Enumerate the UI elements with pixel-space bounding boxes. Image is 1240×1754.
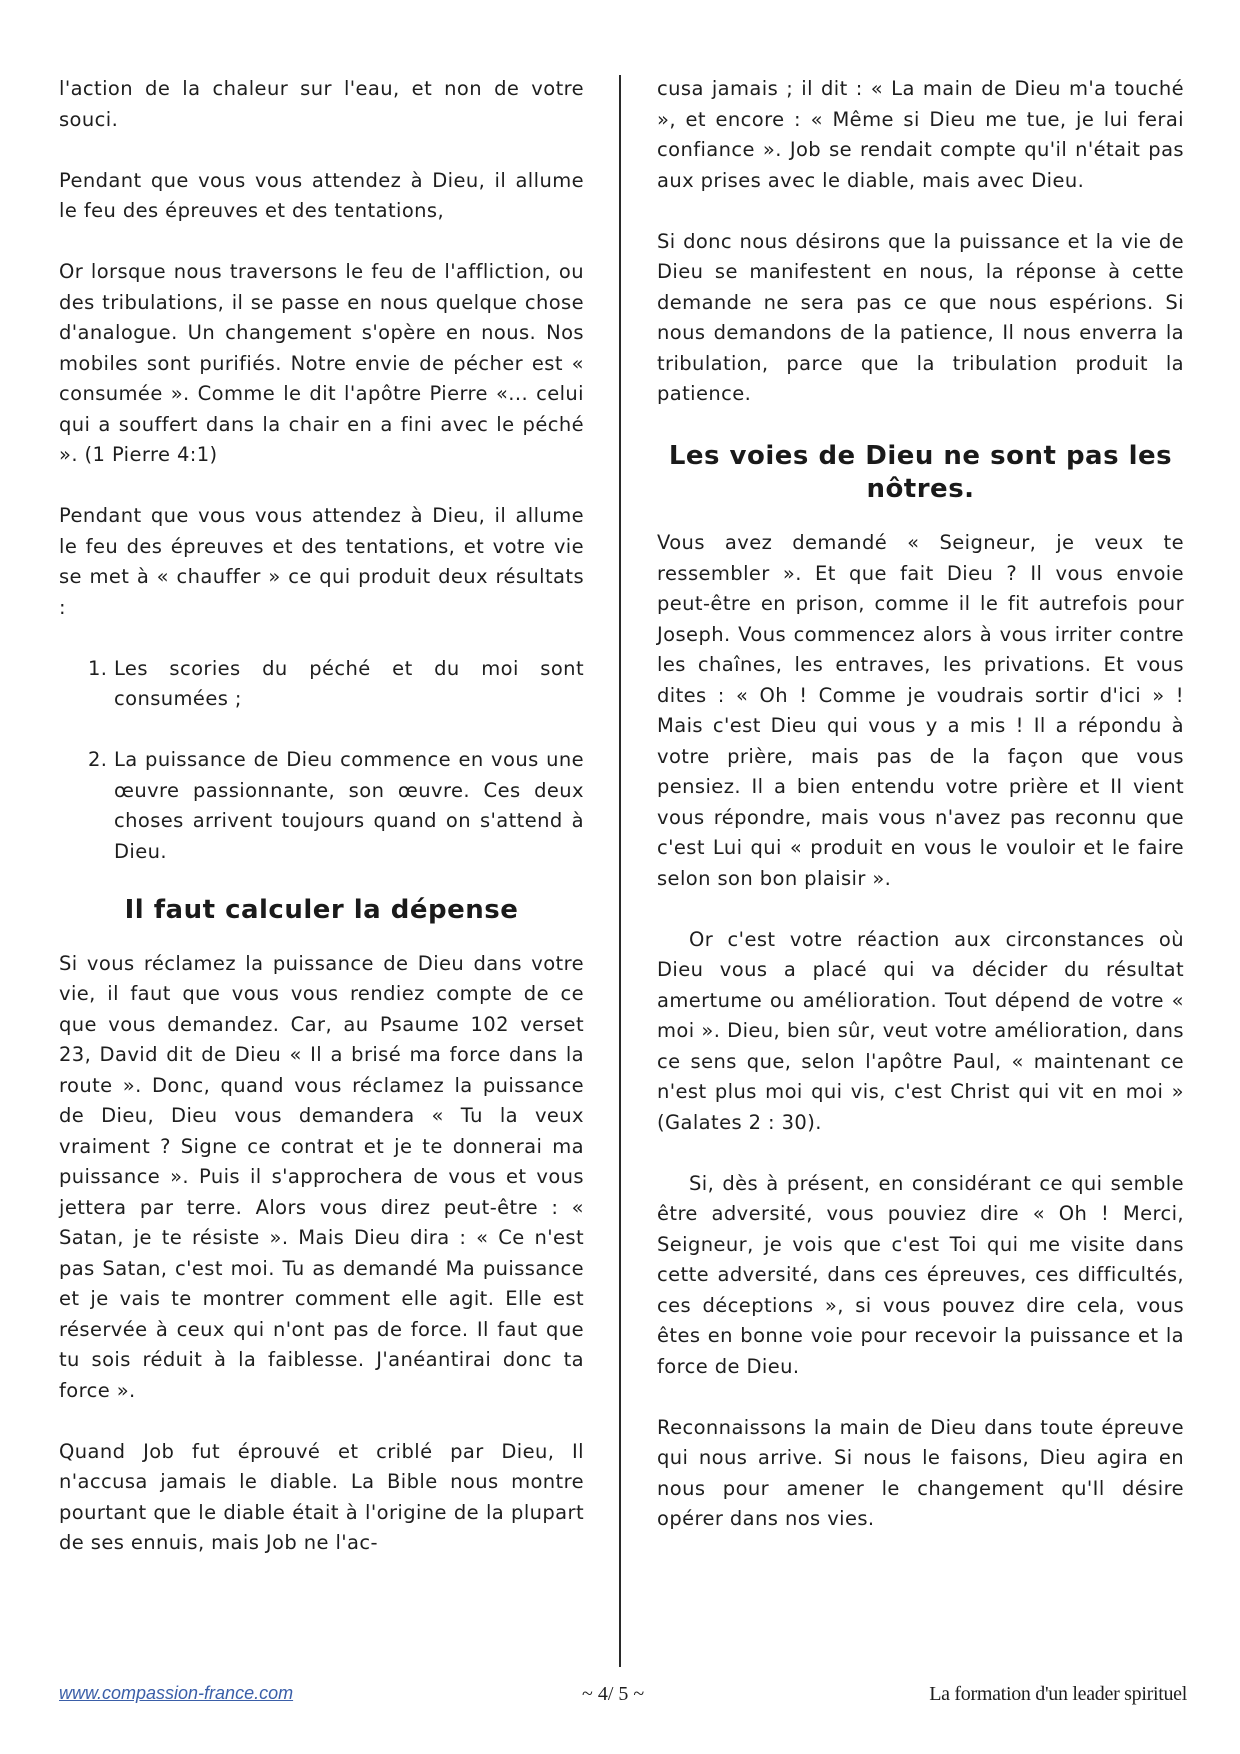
- paragraph: l'action de la chaleur sur l'eau, et non de votre souci.: [59, 77, 584, 131]
- page-footer: [0, 1683, 1240, 1713]
- column-divider: [619, 75, 621, 1667]
- list-item: 2. La puissance de Dieu commence en vous une œuvre passionnante, son œuvre. Ces deux choses arrivent toujours quand on s'attend à Dieu.: [114, 745, 584, 867]
- paragraph: Or lorsque nous traversons le feu de l'affliction, ou des tribulations, il se passe en nous quelque chose d'analogue. Un changement s'opère en nous. Nos mobiles sont purifiés. Notre envie de pécher est « consumée ». Comme le dit l'apôtre Pierre «... celui qui a souffert dans la chair en a fini avec le péché ». (1 Pierre 4:1): [59, 260, 584, 466]
- section-heading: Il faut calculer la dépense: [124, 894, 519, 925]
- document-title: La formation d'un leader spirituel: [929, 1683, 1187, 1705]
- paragraph: cusa jamais ; il dit : « La main de Dieu m'a touché », et encore : « Même si Dieu me tue, je lui ferai confiance ». Job se rendait compte qu'il n'était pas aux prises avec le diable, mais avec Dieu.: [657, 77, 1184, 192]
- paragraph: Si vous réclamez la puissance de Dieu dans votre vie, il faut que vous vous rendiez compte de ce que vous demandez. Car, au Psaume 102 verset 23, David dit de Dieu « Il a brisé ma force dans la route ». Donc, quand vous réclamez la puissance de Dieu, Dieu vous demandera « Tu la veux vraiment ? Signe ce contrat et je te donnerai ma puissance ». Puis il s'approchera de vous et vous jettera par terre. Alors vous direz peut-être : « Satan, je te résiste ». Mais Dieu dira : « Ce n'est pas Satan, c'est moi. Tu as demandé Ma puissance et je vais te montrer comment elle agit. Elle est réservée à ceux qui n'ont pas de force. Il faut que tu sois réduit à la faiblesse. J'anéantirai donc ta force ».: [59, 951, 584, 1402]
- paragraph: Si, dès à présent, en considérant ce qui semble être adversité, vous pouviez dire « Oh ! Merci, Seigneur, je vois que c'est Toi qui me visite dans cette adversité, dans ces épreuves, ces difficultés, ces déceptions », si vous pouvez dire cela, vous êtes en bonne voie pour recevoir la puissance et la force de Dieu.: [657, 1171, 1184, 1378]
- paragraph: Reconnaissons la main de Dieu dans toute épreuve qui nous arrive. Si nous le faisons, Dieu agira en nous pour amener le changement qu'Il désire opérer dans nos vies.: [657, 1415, 1184, 1530]
- results-list: [59, 654, 584, 868]
- right-column: [657, 74, 1184, 1565]
- paragraph: Or c'est votre réaction aux circonstances où Dieu vous a placé qui va décider du résultat amertume ou amélioration. Tout dépend de votre « moi ». Dieu, bien sûr, veut votre amélioration, dans ce sens que, selon l'apôtre Paul, « maintenant ce n'est plus moi qui vis, c'est Christ qui vit en moi » (Galates 2 : 30).: [657, 927, 1184, 1134]
- paragraph: Vous avez demandé « Seigneur, je veux te ressembler ». Et que fait Dieu ? Il vous envoie peut-être en prison, comme il le fit autrefois pour Joseph. Vous commencez alors à vous irriter contre les chaînes, les entraves, les privations. Et vous dites : « Oh ! Comme je voudrais sortir d'ici » ! Mais c'est Dieu qui vous y a mis ! Il a répondu à votre prière, mais pas de la façon que vous pensiez. Il a bien entendu votre prière et II vient vous répondre, mais vous n'avez pas reconnu que c'est Lui qui « produit en vous le vouloir et le faire selon son bon plaisir ».: [657, 531, 1184, 890]
- list-item: 1. Les scories du péché et du moi sont consumées ;: [114, 654, 584, 715]
- section-heading: Les voies de Dieu ne sont pas les nôtres.: [668, 441, 1173, 504]
- page-number: ~ 4/ 5 ~: [582, 1683, 645, 1705]
- paragraph: Si donc nous désirons que la puissance et la vie de Dieu se manifestent en nous, la réponse à cette demande ne sera pas ce que nous espérions. Si nous demandons de la patience, Il nous enverra la tribulation, parce que la tribulation produit la patience.: [657, 229, 1184, 405]
- paragraph: Pendant que vous vous attendez à Dieu, il allume le feu des épreuves et des tentations, et votre vie se met à « chauffer » ce qui produit deux résultats :: [59, 504, 584, 619]
- website-link[interactable]: www.compassion-france.com: [59, 1683, 294, 1703]
- paragraph: Quand Job fut éprouvé et criblé par Dieu, Il n'accusa jamais le diable. La Bible nous montre pourtant que le diable était à l'origine de la plupart de ses ennuis, mais Job ne l'ac-: [59, 1439, 584, 1554]
- paragraph: Pendant que vous vous attendez à Dieu, il allume le feu des épreuves et des tentations,: [59, 168, 584, 222]
- left-column: [59, 74, 584, 1589]
